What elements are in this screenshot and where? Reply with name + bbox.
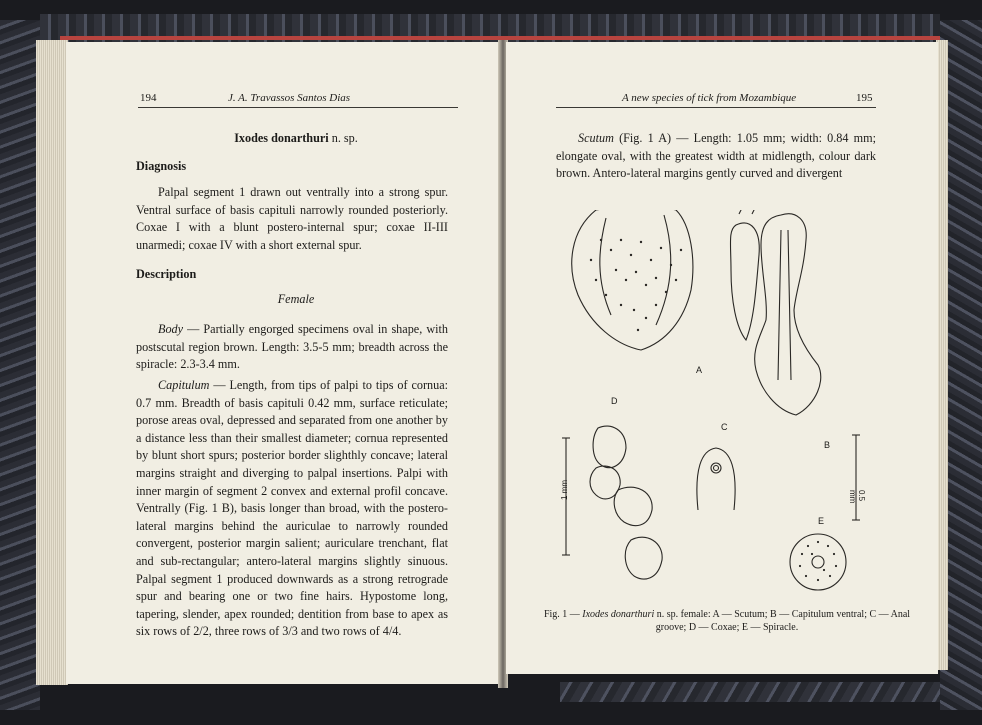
caption-text: n. sp. female: A — Scutum; B — Capitulum ventral; C — Anal groove; D — Coxae; E — Spiracle.	[654, 609, 911, 633]
scutum-drawing	[572, 210, 693, 350]
figure-caption	[542, 608, 912, 634]
diagnosis-paragraph	[136, 184, 448, 254]
book-cover-bottom	[560, 682, 940, 702]
figure-1	[556, 210, 886, 610]
capitulum-drawing	[730, 210, 820, 415]
caption-species: Ixodes donarthuri	[582, 609, 655, 620]
scutum-label: Scutum	[578, 131, 614, 145]
left-running-head	[66, 92, 500, 106]
right-running-head	[506, 92, 938, 106]
scale-label-05mm: 0.5 mm	[848, 490, 866, 504]
description-heading: Description	[136, 267, 197, 281]
species-title	[136, 130, 456, 148]
scutum-text: (Fig. 1 A) — Length: 1.05 mm; width: 0.84 mm; elongate oval, with the greatest width at midlength, colour dark brown. Antero-lateral margins gently curved and divergent	[556, 131, 876, 181]
capitulum-text: — Length, from tips of palpi to tips of cornua: 0.7 mm. Breadth of basis capituli 0.42 mm, surface reticulate; porose areas oval, depressed and separated from one another by a distance less than their smallest diameter; cornua represented by blunt short spurs; posterior border slighthly concave; lateral margins straight and diverging to palpal insertions. Palpi with inner margin of segment 2 convex and external profil concave. Ventrally (Fig. 1 B), basis longer than broad, with the postero-lateral margins behind the auriculae to narrowly rounded convergent, posterior margin salient; auriculare trenchant, flat and sub-rectangular; antero-lateral margins slightly sinuous. Palpal segment 1 produced downwards as a strong retrograde spur and bearing one or two fine hairs. Hypostome long, tapering, slender, apex rounded; dentition from base to apex as six rows of 2/2, three rows of 3/3 and two rows of 4/4.	[136, 378, 448, 639]
body-paragraph	[136, 321, 448, 374]
left-page-number: 194	[140, 92, 157, 104]
caption-prefix: Fig. 1 —	[543, 609, 583, 620]
figure-label-d: D	[611, 396, 618, 406]
book-cover-left	[0, 20, 40, 710]
figure-label-e: E	[818, 516, 825, 526]
capitulum-paragraph	[136, 377, 448, 641]
figure-label-a: A	[696, 365, 703, 375]
species-title-name: Ixodes donarthuri	[234, 131, 329, 145]
left-running-title: J. A. Travassos Santos Dias	[228, 92, 351, 104]
right-head-rule	[556, 107, 876, 108]
diagnosis-heading: Diagnosis	[136, 159, 187, 173]
right-page	[506, 42, 938, 674]
spiracle-dots	[799, 541, 837, 581]
anal-groove-drawing	[697, 448, 735, 510]
capitulum-label: Capitulum	[158, 378, 210, 392]
female-heading: Female	[277, 292, 315, 306]
scutum-paragraph	[556, 130, 876, 183]
left-page	[66, 42, 500, 684]
scale-bars	[562, 435, 860, 555]
body-text: — Partially engorged specimens oval in shape, with postscutal region brown. Length: 3.5-5 mm; breadth across the spiracle: 2.3-3.4 mm.	[136, 322, 448, 372]
body-label: Body	[158, 322, 184, 336]
scale-label-1mm: 1 mm	[560, 480, 569, 500]
figure-label-c: C	[721, 422, 728, 432]
right-page-number: 195	[856, 92, 873, 104]
figure-label-b: B	[824, 440, 831, 450]
coxae-drawing	[590, 426, 662, 579]
left-head-rule	[138, 107, 458, 108]
figure-1-drawing	[556, 210, 886, 610]
species-title-suffix: n. sp.	[331, 131, 358, 145]
right-running-title: A new species of tick from Mozambique	[622, 92, 797, 104]
diagnosis-text: Palpal segment 1 drawn out ventrally into a strong spur. Ventral surface of basis capituli narrowly rounded posteriorly. Coxae I with a blunt postero-internal spur; coxae II-III unarmedi; coxae IV with a short external spur.	[136, 185, 448, 252]
page-edges-left	[36, 40, 68, 685]
